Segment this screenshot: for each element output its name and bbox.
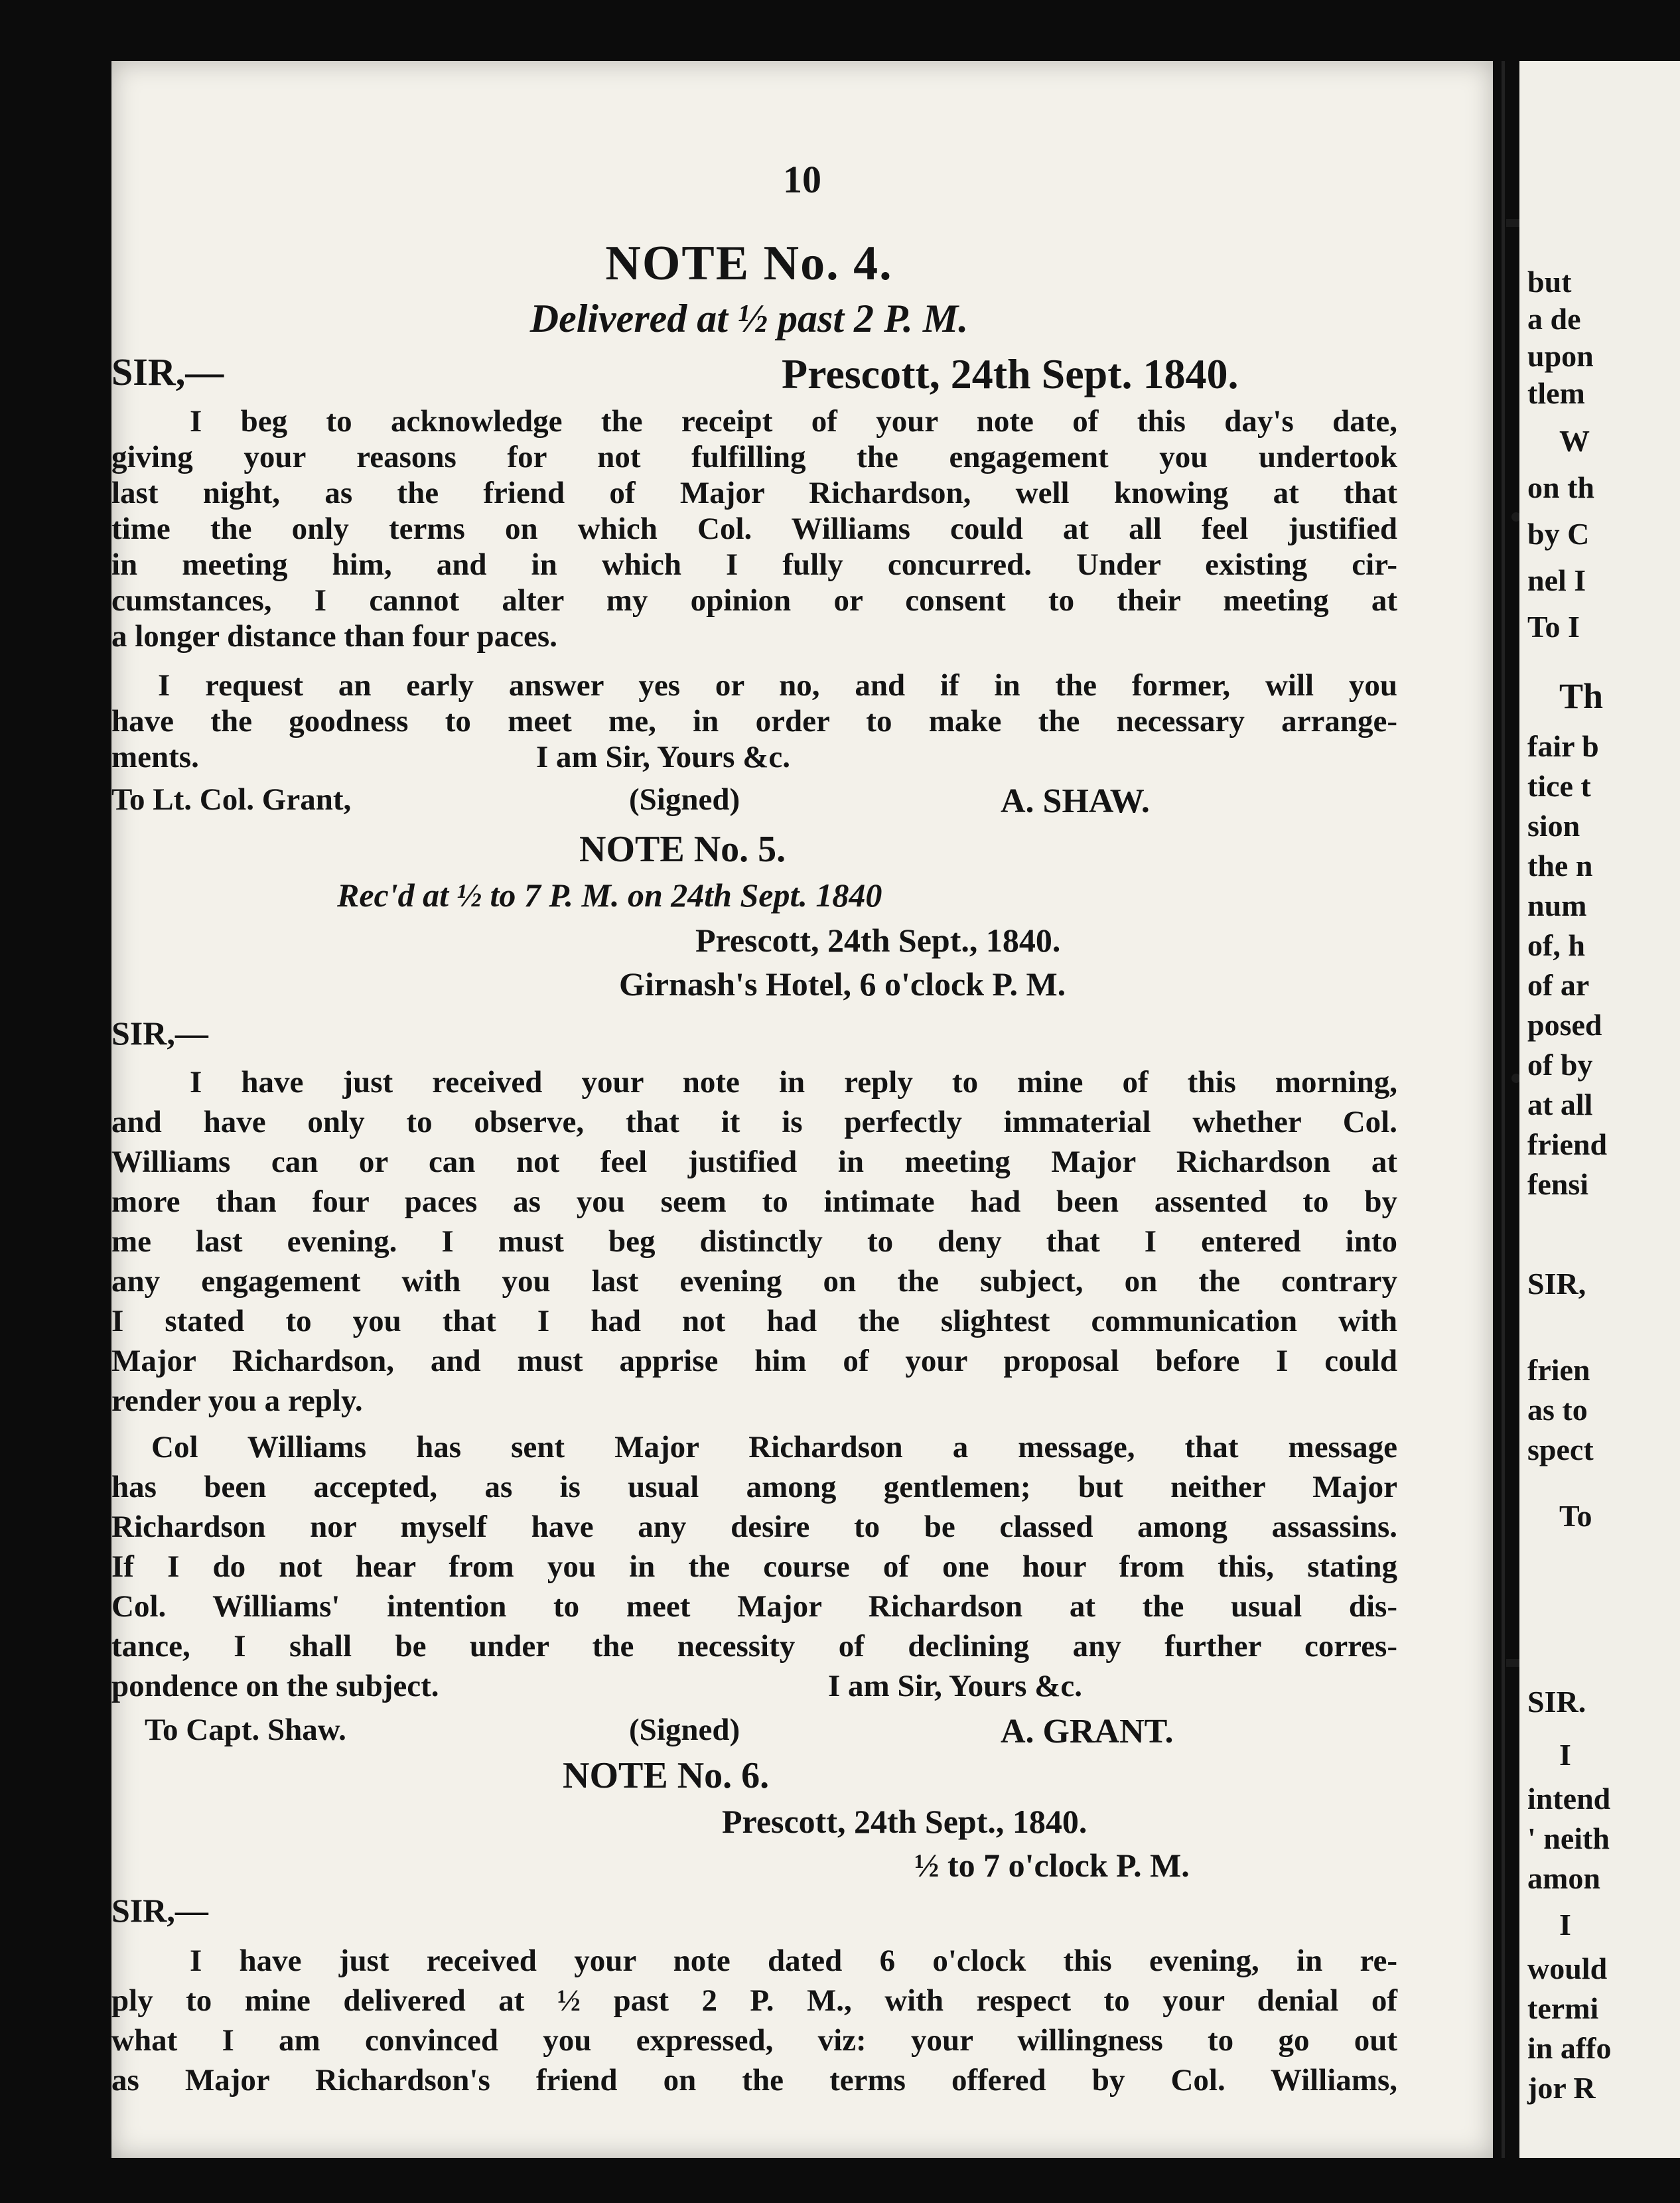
document-page: [111, 61, 1493, 2158]
fragment: frien: [1527, 1353, 1590, 1387]
fragment: amon: [1527, 1861, 1600, 1895]
note5-recipient: To Capt. Shaw.: [145, 1713, 346, 1747]
note4-line: last night, as the friend of Major Richardson, well knowing at that: [111, 476, 1397, 510]
note4-signed: (Signed): [629, 782, 740, 817]
note5-line: tance, I shall be under the necessity of declining any further corres-: [111, 1629, 1397, 1664]
fragment: tlem: [1527, 376, 1585, 410]
note4-line: a longer distance than four paces.: [111, 619, 557, 654]
note4-salutation: SIR,—: [111, 350, 224, 393]
note6-heading: NOTE No. 6.: [563, 1755, 770, 1796]
fragment: ' neith: [1527, 1821, 1610, 1855]
fragment: jor R: [1527, 2071, 1596, 2105]
fragment: sion: [1527, 809, 1580, 843]
note6-line: what I am convinced you expressed, viz: your willingness to go out: [111, 2023, 1397, 2058]
fragment: of by: [1527, 1048, 1593, 1082]
fragment: intend: [1527, 1782, 1611, 1815]
note4-line: ments.: [111, 740, 199, 774]
note5-line: Williams can or can not feel justified in meeting Major Richardson at: [111, 1145, 1397, 1179]
fragment: posed: [1527, 1008, 1602, 1042]
fragment: but: [1527, 265, 1572, 299]
note5-heading: NOTE No. 5.: [579, 829, 786, 870]
fragment: I: [1559, 1908, 1571, 1942]
fragment: fair b: [1527, 729, 1599, 763]
fragment: of, h: [1527, 928, 1585, 962]
note6-line: ply to mine delivered at ½ past 2 P. M., with respect to your denial of: [111, 1983, 1397, 2018]
fragment: tice t: [1527, 769, 1591, 803]
fragment: spect: [1527, 1433, 1594, 1466]
note5-line: Richardson nor myself have any desire to be classed among assassins.: [111, 1510, 1397, 1544]
fragment: a de: [1527, 302, 1581, 336]
note5-line: pondence on the subject.: [111, 1669, 439, 1703]
fragment: num: [1527, 888, 1587, 922]
note4-heading: NOTE No. 4.: [605, 236, 893, 291]
fragment: by C: [1527, 517, 1590, 551]
note5-line: Col. Williams' intention to meet Major Richardson at the usual dis-: [111, 1589, 1397, 1624]
note4-closing: I am Sir, Yours &c.: [536, 740, 790, 774]
note4-line: have the goodness to meet me, in order to make the necessary arrange-: [111, 704, 1397, 739]
note5-line: Col Williams has sent Major Richardson a message, that message: [151, 1430, 1397, 1464]
note5-place: Girnash's Hotel, 6 o'clock P. M.: [619, 965, 1066, 1003]
note4-line: I beg to acknowledge the receipt of your note of this day's date,: [190, 404, 1397, 439]
note6-salutation: SIR,—: [111, 1892, 208, 1929]
note5-line: me last evening. I must beg distinctly to deny that I entered into: [111, 1224, 1397, 1259]
page-number: 10: [783, 158, 821, 201]
fragment: would: [1527, 1952, 1608, 1985]
note5-salutation: SIR,—: [111, 1015, 208, 1052]
fragment: fensi: [1527, 1167, 1588, 1201]
note4-line: in meeting him, and in which I fully concurred. Under existing cir-: [111, 547, 1397, 582]
note6-line: I have just received your note dated 6 o'clock this evening, in re-: [190, 1944, 1397, 1978]
fragment: To I: [1527, 610, 1580, 644]
note5-dateline: Prescott, 24th Sept., 1840.: [695, 922, 1061, 959]
note5-line: more than four paces as you seem to intimate had been assented to by: [111, 1184, 1397, 1219]
note5-line: If I do not hear from you in the course of one hour from this, stating: [111, 1549, 1397, 1584]
fragment: at all: [1527, 1088, 1593, 1121]
fragment: W: [1559, 424, 1590, 458]
note6-line: as Major Richardson's friend on the terms offered by Col. Williams,: [111, 2063, 1397, 2097]
adjacent-page-column: [1519, 61, 1680, 2158]
note5-line: I have just received your note in reply to mine of this morning,: [190, 1065, 1397, 1100]
fragment: on th: [1527, 470, 1594, 504]
note5-line: has been accepted, as is usual among gentlemen; but neither Major: [111, 1470, 1397, 1504]
note6-time: ½ to 7 o'clock P. M.: [914, 1847, 1190, 1884]
fragment: the n: [1527, 849, 1593, 883]
note4-recipient: To Lt. Col. Grant,: [111, 782, 352, 817]
fragment: Th: [1559, 676, 1604, 716]
note5-line: render you a reply.: [111, 1384, 363, 1418]
fragment: as to: [1527, 1393, 1588, 1427]
note5-signed: (Signed): [629, 1713, 740, 1747]
note5-line: and have only to observe, that it is perfectly immaterial whether Col.: [111, 1105, 1397, 1139]
fragment: friend: [1527, 1127, 1608, 1161]
fragment: in affo: [1527, 2031, 1612, 2065]
page-gutter: [1502, 61, 1505, 2158]
note4-dateline: Prescott, 24th Sept. 1840.: [782, 350, 1239, 397]
fragment: nel I: [1527, 563, 1586, 597]
note5-signature: A. GRANT.: [1001, 1713, 1174, 1750]
note4-line: cumstances, I cannot alter my opinion or consent to their meeting at: [111, 583, 1397, 618]
note5-line: I stated to you that I had not had the slightest communication with: [111, 1304, 1397, 1338]
fragment: SIR,: [1527, 1267, 1586, 1301]
fragment: upon: [1527, 339, 1594, 373]
note5-line: any engagement with you last evening on the subject, on the contrary: [111, 1264, 1397, 1299]
note4-line: I request an early answer yes or no, and if in the former, will you: [158, 668, 1397, 703]
note6-dateline: Prescott, 24th Sept., 1840.: [722, 1803, 1087, 1840]
note5-received: Rec'd at ½ to 7 P. M. on 24th Sept. 1840: [337, 877, 882, 914]
note4-signature: A. SHAW.: [1001, 782, 1150, 820]
note4-delivered: Delivered at ½ past 2 P. M.: [529, 297, 969, 340]
note4-line: time the only terms on which Col. Williams could at all feel justified: [111, 512, 1397, 546]
note4-line: giving your reasons for not fulfilling the engagement you undertook: [111, 440, 1397, 474]
fragment: I: [1559, 1738, 1571, 1772]
fragment: of ar: [1527, 968, 1590, 1002]
fragment: termi: [1527, 1991, 1599, 2025]
fragment: SIR.: [1527, 1685, 1586, 1719]
note5-line: Major Richardson, and must apprise him of your proposal before I could: [111, 1344, 1397, 1378]
note5-closing: I am Sir, Yours &c.: [828, 1669, 1082, 1703]
fragment: To: [1559, 1499, 1592, 1533]
